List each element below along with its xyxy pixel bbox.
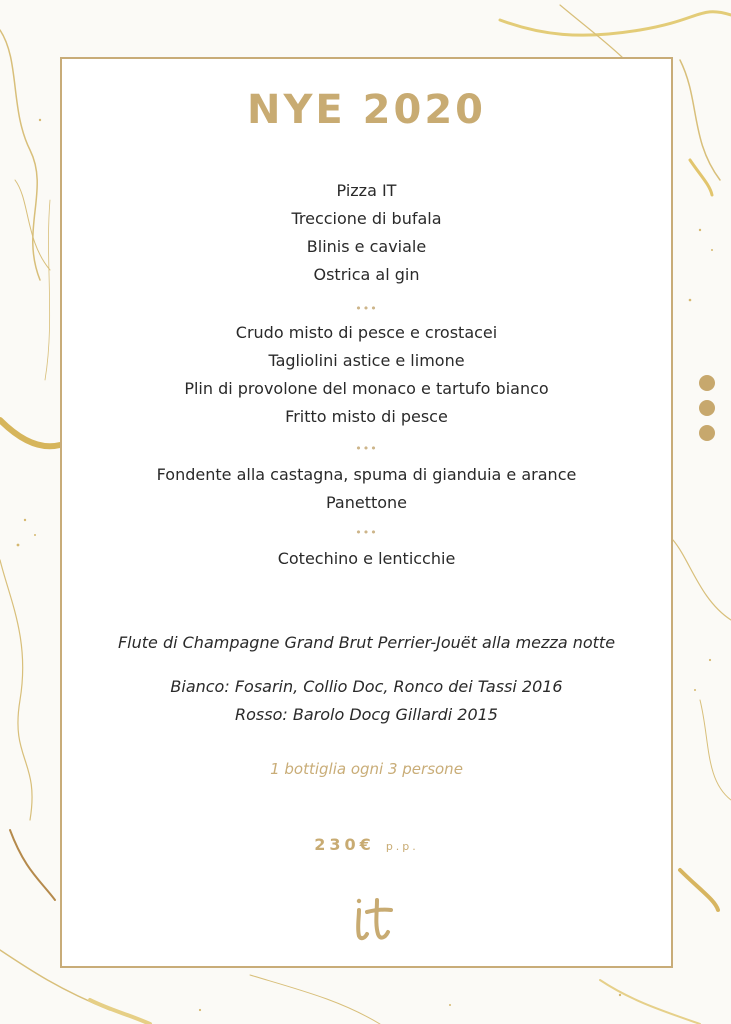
page-dot[interactable]	[699, 375, 715, 391]
course-separator: •••	[355, 442, 378, 455]
page-indicator[interactable]	[699, 375, 715, 441]
dish-item: Crudo misto di pesce e crostacei	[235, 323, 498, 342]
page-dot[interactable]	[699, 425, 715, 441]
dish-item: Fondente alla castagna, spuma di gianduia e arance	[156, 465, 577, 484]
it-logo	[351, 894, 395, 942]
course-separator: •••	[355, 302, 378, 315]
dish-item: Blinis e caviale	[306, 237, 427, 256]
price	[62, 835, 671, 854]
wine-note: 1 bottiglia ogni 3 persone	[270, 760, 463, 778]
dish-item: Panettone	[325, 493, 408, 512]
wine-rosso: Rosso: Barolo Docg Gillardi 2015	[235, 705, 498, 724]
dish-item: Ostrica al gin	[313, 265, 420, 284]
menu-card	[60, 57, 673, 968]
dish-item: Fritto misto di pesce	[285, 407, 448, 426]
course-starters	[62, 177, 671, 289]
price-unit: p.p.	[385, 840, 419, 853]
dish-item: Treccione di bufala	[291, 209, 442, 228]
menu-title: NYE 2020	[246, 87, 487, 133]
course-mains	[62, 319, 671, 431]
dish-item: Pizza IT	[336, 181, 397, 200]
dish-item: Tagliolini astice e limone	[268, 351, 465, 370]
dish-item: Plin di provolone del monaco e tartufo bianco	[184, 379, 549, 398]
course-desserts	[62, 461, 671, 517]
dish-item: Cotechino e lenticchie	[277, 549, 456, 568]
course-separator: •••	[355, 526, 378, 539]
price-amount: 230€	[314, 835, 375, 854]
wine-champagne: Flute di Champagne Grand Brut Perrier-Jouët alla mezza notte	[117, 633, 616, 652]
course-midnight	[62, 545, 671, 573]
page-dot[interactable]	[699, 400, 715, 416]
wine-bianco: Bianco: Fosarin, Collio Doc, Ronco dei Tassi 2016	[170, 677, 563, 696]
